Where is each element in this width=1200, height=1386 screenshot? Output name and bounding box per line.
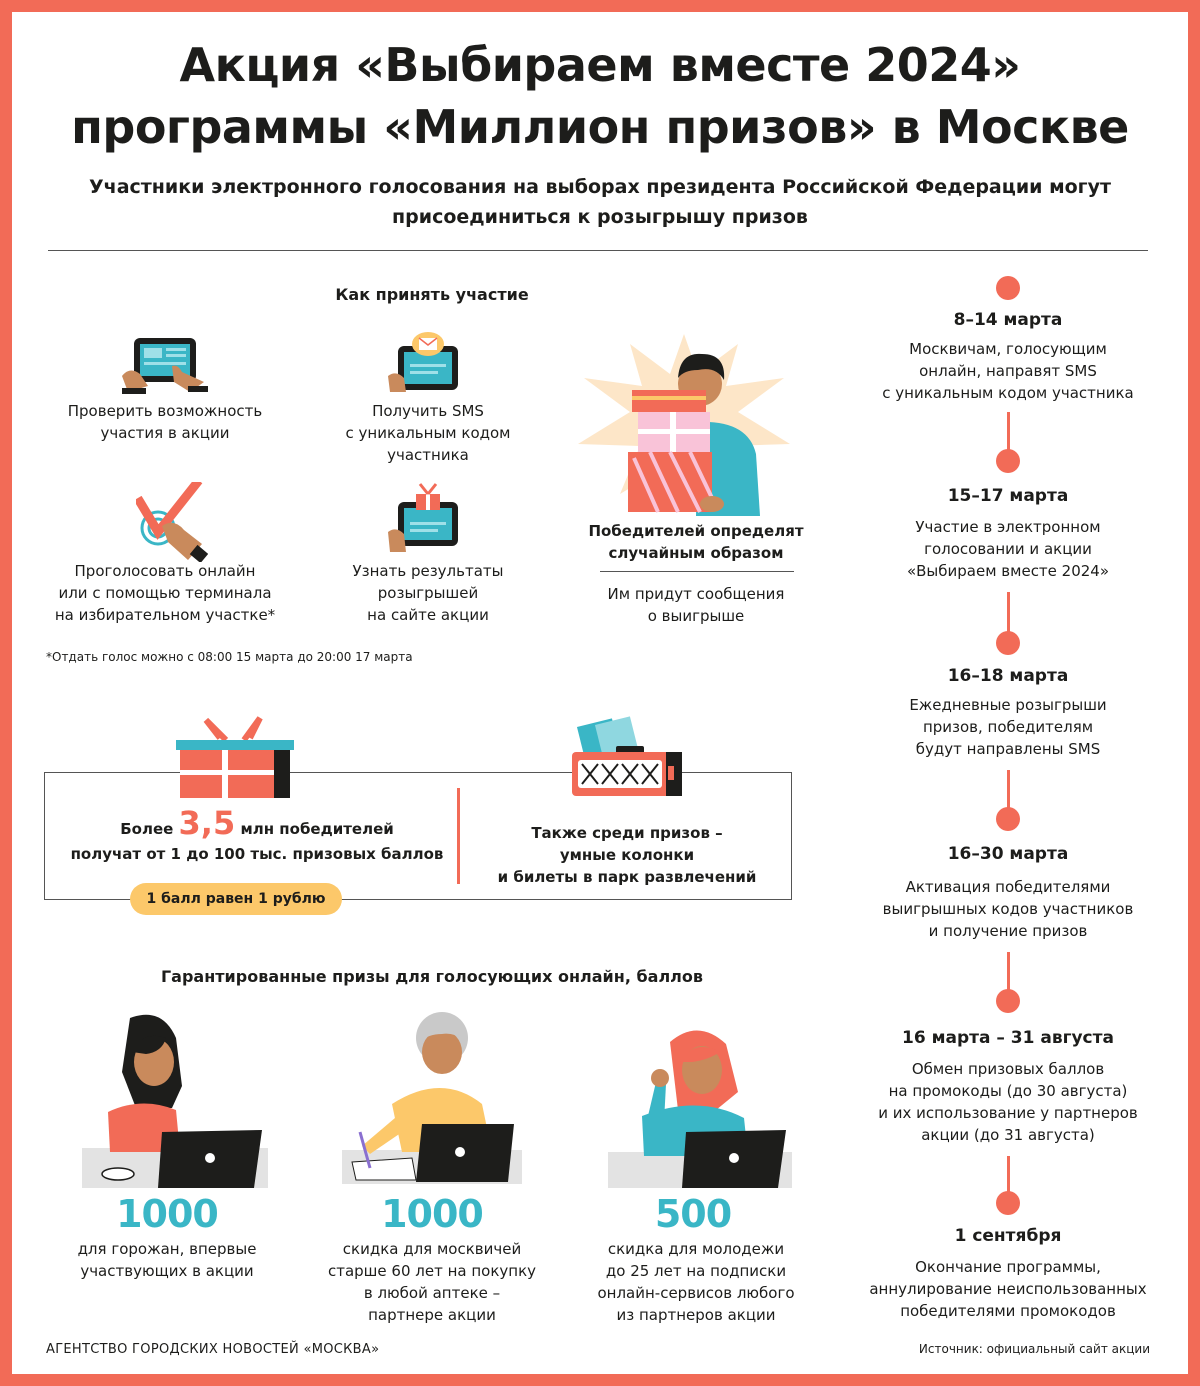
step-results: Узнать результаты розыгрышей на сайте акции	[352, 562, 504, 624]
winners-number: 3,5	[178, 804, 236, 842]
prize-value-2: 1000	[381, 1192, 483, 1236]
winners-count: Более 3,5 млн победителей	[120, 804, 394, 842]
point-value-badge: 1 балл равен 1 рублю	[130, 883, 342, 915]
timeline-text-4: Активация победителями выигрышных кодов участников и получение призов	[882, 878, 1134, 940]
timeline-date-4: 16–30 марта	[947, 844, 1069, 864]
tablet-hands-icon	[120, 336, 210, 396]
person-laptop-young-illustration	[608, 1022, 792, 1188]
step-check: Проверить возможность участия в акции	[67, 402, 263, 442]
prize-desc-2: скидка для москвичей старше 60 лет на покупку в любой аптеке – партнере акции	[327, 1240, 537, 1324]
timeline-text-1: Москвичам, голосующим онлайн, направят SMS с уникальным кодом участника	[882, 340, 1134, 402]
winners-message: Им придут сообщения о выигрыше	[607, 585, 785, 625]
sms-tablet-icon	[388, 330, 464, 396]
timeline-dot	[996, 807, 1020, 831]
gift-tablet-icon	[388, 482, 464, 554]
timeline-connector	[1007, 1156, 1010, 1194]
winners-random: Победителей определят случайным образом	[588, 522, 804, 562]
prizes-divider	[457, 788, 460, 884]
step-sms: Получить SMS с уникальным кодом участника	[345, 402, 511, 464]
page-subtitle: Участники электронного голосования на выборах президента Российской Федерации могут присоединиться к розыгрышу призов	[89, 176, 1111, 228]
timeline-text-3: Ежедневные розыгрыши призов, победителям будут направлены SMS	[909, 696, 1107, 758]
guaranteed-heading: Гарантированные призы для голосующих онлайн, баллов	[160, 967, 703, 986]
prize-value-3: 500	[654, 1192, 732, 1236]
timeline-text-6: Окончание программы, аннулирование неиспользованных победителями промокодов	[869, 1258, 1147, 1320]
prize-desc-1: для горожан, впервые участвующих в акции	[77, 1240, 257, 1280]
other-prizes: Также среди призов – умные колонки и билеты в парк развлечений	[497, 824, 757, 886]
header-divider	[48, 250, 1148, 251]
timeline-date-6: 1 сентября	[954, 1226, 1062, 1246]
prize-desc-3: скидка для молодежи до 25 лет на подписки онлайн-сервисов любого из партнеров акции	[597, 1240, 795, 1324]
timeline-text-2: Участие в электронном голосовании и акции «Выбираем вместе 2024»	[906, 518, 1110, 580]
timeline-connector	[1007, 952, 1010, 992]
checkmark-vote-icon	[136, 482, 208, 562]
timeline-connector	[1007, 770, 1010, 810]
agency-credit: АГЕНТСТВО ГОРОДСКИХ НОВОСТЕЙ «МОСКВА»	[46, 1342, 380, 1357]
timeline-dot	[996, 449, 1020, 473]
prize-value-1: 1000	[116, 1192, 218, 1236]
page-title: Акция «Выбираем вместе 2024» программы «Миллион призов» в Москве	[71, 38, 1129, 154]
step-vote: Проголосовать онлайн или с помощью терминала на избирательном участке*	[54, 562, 276, 624]
timeline-date-3: 16–18 марта	[947, 666, 1069, 686]
source-credit: Источник: официальный сайт акции	[918, 1342, 1150, 1356]
person-laptop-senior-illustration	[342, 1012, 522, 1184]
person-laptop-woman-illustration	[82, 1012, 268, 1188]
winners-points: получат от 1 до 100 тыс. призовых баллов	[70, 845, 444, 863]
winner-with-gifts-illustration	[578, 334, 790, 516]
participation-heading: Как принять участие	[335, 285, 529, 304]
winners-divider	[600, 571, 794, 572]
timeline-text-5: Обмен призовых баллов на промокоды (до 30 августа) и их использование у партнеров акции (до 31 августа)	[878, 1060, 1138, 1144]
timeline-dot	[996, 1191, 1020, 1215]
timeline-dot	[996, 276, 1020, 300]
footnote: *Отдать голос можно с 08:00 15 марта до 20:00 17 марта	[46, 650, 413, 664]
gift-box-icon	[176, 716, 294, 798]
timeline-date-2: 15–17 марта	[947, 486, 1069, 506]
timeline-connector	[1007, 592, 1010, 634]
timeline-date-5: 16 марта – 31 августа	[902, 1028, 1114, 1048]
timeline-connector	[1007, 412, 1010, 452]
timeline-dot	[996, 631, 1020, 655]
timeline-dot	[996, 989, 1020, 1013]
timeline-date-1: 8–14 марта	[953, 310, 1063, 330]
speaker-tickets-icon	[570, 708, 684, 798]
infographic	[12, 12, 1188, 1374]
